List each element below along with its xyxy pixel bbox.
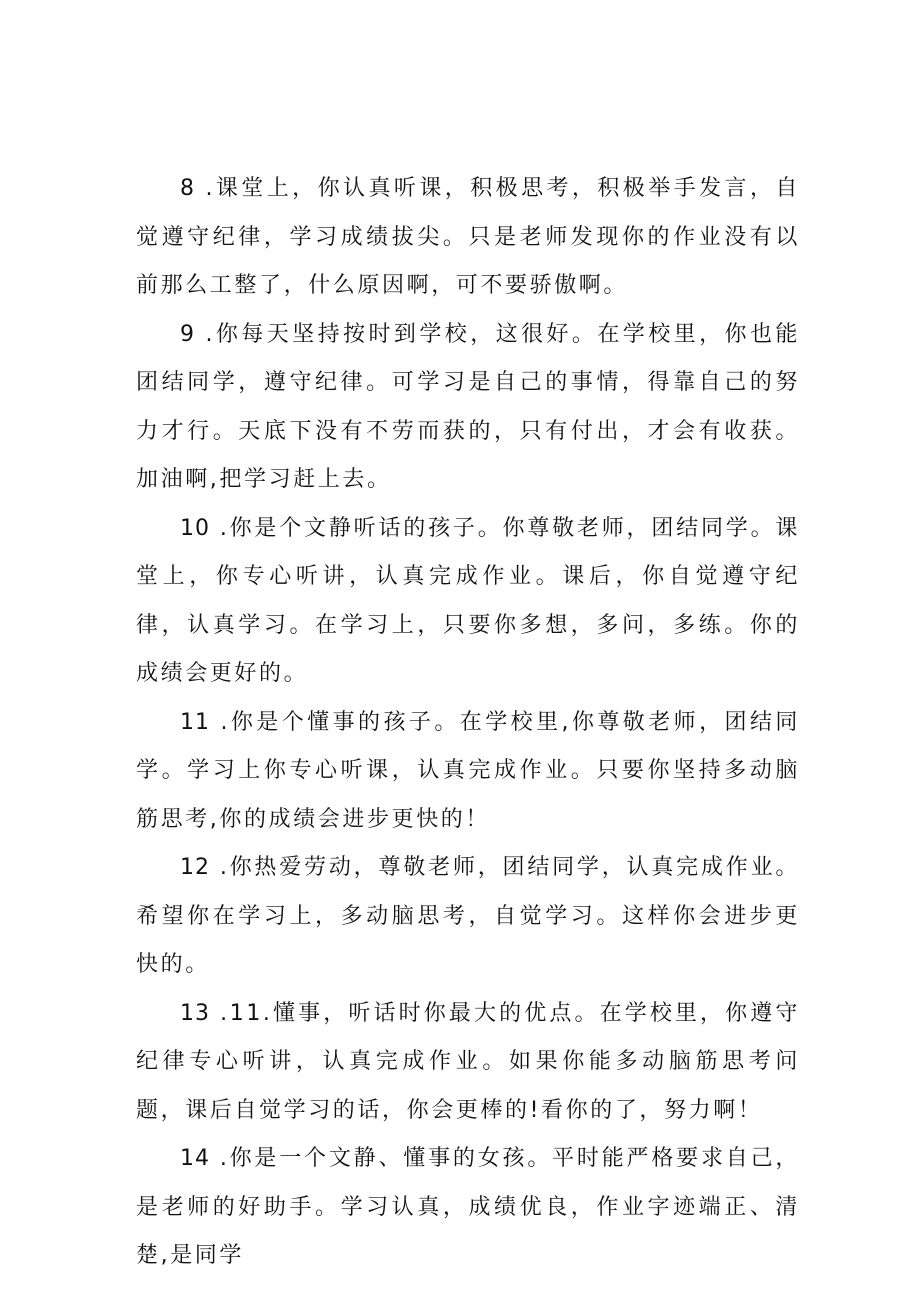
paragraph-9 <box>136 311 800 505</box>
paragraph-number: 9 <box>180 321 195 347</box>
paragraph-number: 13 <box>180 1000 210 1026</box>
document-body <box>136 165 800 1281</box>
paragraph-text: .课堂上，你认真听课，积极思考，积极举手发言，自觉遵守纪律，学习成绩拔尖。只是老师发现你的作业没有以前那么工整了，什么原因啊，可不要骄傲啊。 <box>136 176 800 298</box>
paragraph-text: .你热爱劳动，尊敬老师，团结同学，认真完成作业。希望你在学习上，多动脑思考，自觉学习。这样你会进步更快的。 <box>136 855 800 977</box>
paragraph-number: 8 <box>180 176 195 201</box>
paragraph-13 <box>136 990 800 1136</box>
paragraph-10 <box>136 505 800 699</box>
paragraph-number: 12 <box>180 855 210 880</box>
paragraph-number: 11 <box>180 709 210 735</box>
paragraph-text: .你是一个文静、懂事的女孩。平时能严格要求自己，是老师的好助手。学习认真，成绩优良，作业字迹端正、清楚,是同学 <box>136 1146 800 1268</box>
paragraph-number: 10 <box>180 515 210 541</box>
paragraph-14 <box>136 1135 800 1281</box>
paragraph-text: .你是个懂事的孩子。在学校里,你尊敬老师，团结同学。学习上你专心听课，认真完成作业。只要你坚持多动脑筋思考,你的成绩会进步更快的！ <box>136 709 801 832</box>
paragraph-text: .你是个文静听话的孩子。你尊敬老师，团结同学。课堂上，你专心听讲，认真完成作业。课后，你自觉遵守纪律，认真学习。在学习上，只要你多想，多问，多练。你的成绩会更好的。 <box>136 515 800 686</box>
paragraph-number: 14 <box>180 1146 210 1171</box>
paragraph-12 <box>136 844 800 990</box>
paragraph-text: .你每天坚持按时到学校，这很好。在学校里，你也能团结同学，遵守纪律。可学习是自己的事情，得靠自己的努力才行。天底下没有不劳而获的，只有付出，才会有收获。加油啊,把学习赶上去。 <box>136 321 800 492</box>
paragraph-8 <box>136 165 800 311</box>
paragraph-text: .11.懂事，听话时你最大的优点。在学校里，你遵守纪律专心听讲，认真完成作业。如果你能多动脑筋思考问题，课后自觉学习的话，你会更棒的!看你的了，努力啊！ <box>136 1000 801 1123</box>
paragraph-11 <box>136 699 800 845</box>
